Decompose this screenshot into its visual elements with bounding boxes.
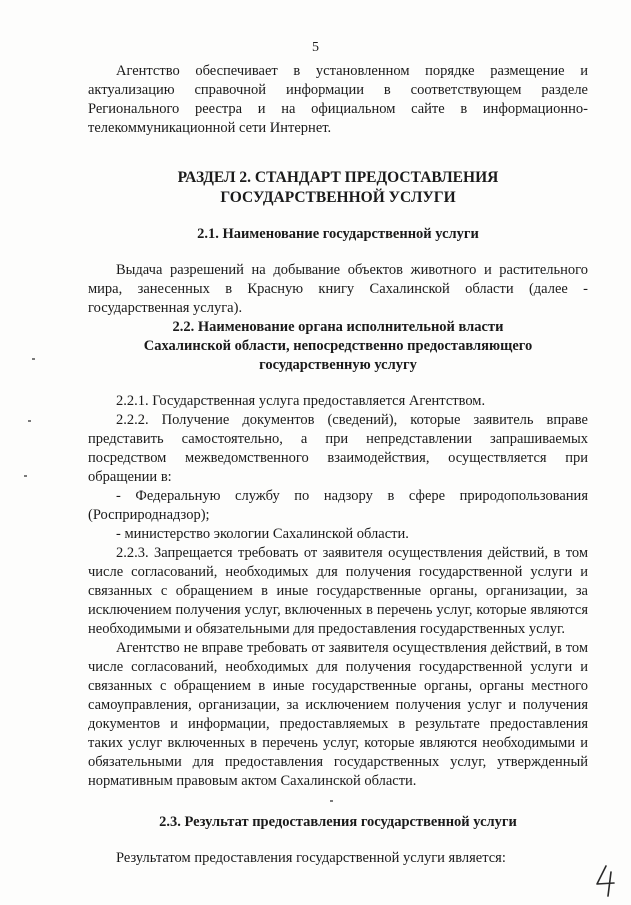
heading-2-3: 2.3. Результат предоставления государственной услуги xyxy=(159,814,517,830)
paragraph-2-2-3: 2.2.3. Запрещается требовать от заявителя осуществления действий, в том числе согласований, необходимых для получения государственной услуги и связанных с обращением в иные государственные органы, организации, за исключением получения услуг, включенных в перечень услуг, которые являются необходимыми и обязательными для предоставления государственных услуг. xyxy=(88,545,588,637)
page-content xyxy=(88,62,588,868)
paragraph-2-2-2: 2.2.2. Получение документов (сведений), которые заявитель вправе представить самостоятельно, а при непредставлении запрашиваемых посредством межведомственного взаимодействия, осуществляется при обращении в: xyxy=(88,412,588,485)
section-title-line-1: РАЗДЕЛ 2. СТАНДАРТ ПРЕДОСТАВЛЕНИЯ xyxy=(177,169,499,186)
section-title-line-2: ГОСУДАРСТВЕННОЙ УСЛУГИ xyxy=(220,189,456,206)
heading-2-1: 2.1. Наименование государственной услуги xyxy=(197,226,479,242)
paragraph-2-2-1: 2.2.1. Государственная услуга предоставляется Агентством. xyxy=(116,393,486,409)
heading-2-2-line-3: государственную услугу xyxy=(259,357,417,373)
scan-speck xyxy=(28,420,31,422)
paragraph-agency-restriction: Агентство не вправе требовать от заявителя осуществления действий, в том числе согласований, необходимых для получения государственной услуги и связанных с обращением в иные государственные органы, органы местного самоуправления, организации, за исключением получения услуг и получения документов и информации, предоставляемых в результате предоставления таких услуг включенных в перечень услуг, которые являются необходимыми и обязательными для предоставления государственных услуг, утвержденный нормативным правовым актом Сахалинской области. xyxy=(88,640,588,789)
handwritten-page-mark-icon xyxy=(592,864,620,898)
scan-speck xyxy=(24,475,27,477)
scan-speck xyxy=(330,800,333,802)
scan-speck xyxy=(32,358,35,360)
heading-2-2-line-1: 2.2. Наименование органа исполнительной власти xyxy=(172,319,504,335)
intro-paragraph: Агентство обеспечивает в установленном порядке размещение и актуализацию справочной информации в соответствующем разделе Регионального реестра и на официальном сайте в информационно-телекоммуникационной сети Интернет. xyxy=(88,63,588,136)
paragraph-2-1: Выдача разрешений на добывание объектов животного и растительного мира, занесенных в Красную книгу Сахалинской области (далее - государственная услуга). xyxy=(88,262,588,316)
heading-2-2-line-2: Сахалинской области, непосредственно предоставляющего xyxy=(143,338,533,354)
page-number: 5 xyxy=(312,40,319,55)
paragraph-2-3: Результатом предоставления государственной услуги является: xyxy=(116,850,506,866)
list-item-rosprirodnadzor: - Федеральную службу по надзору в сфере природопользования (Росприроднадзор); xyxy=(88,488,588,523)
list-item-ministry-ecology: - министерство экологии Сахалинской области. xyxy=(116,526,409,542)
